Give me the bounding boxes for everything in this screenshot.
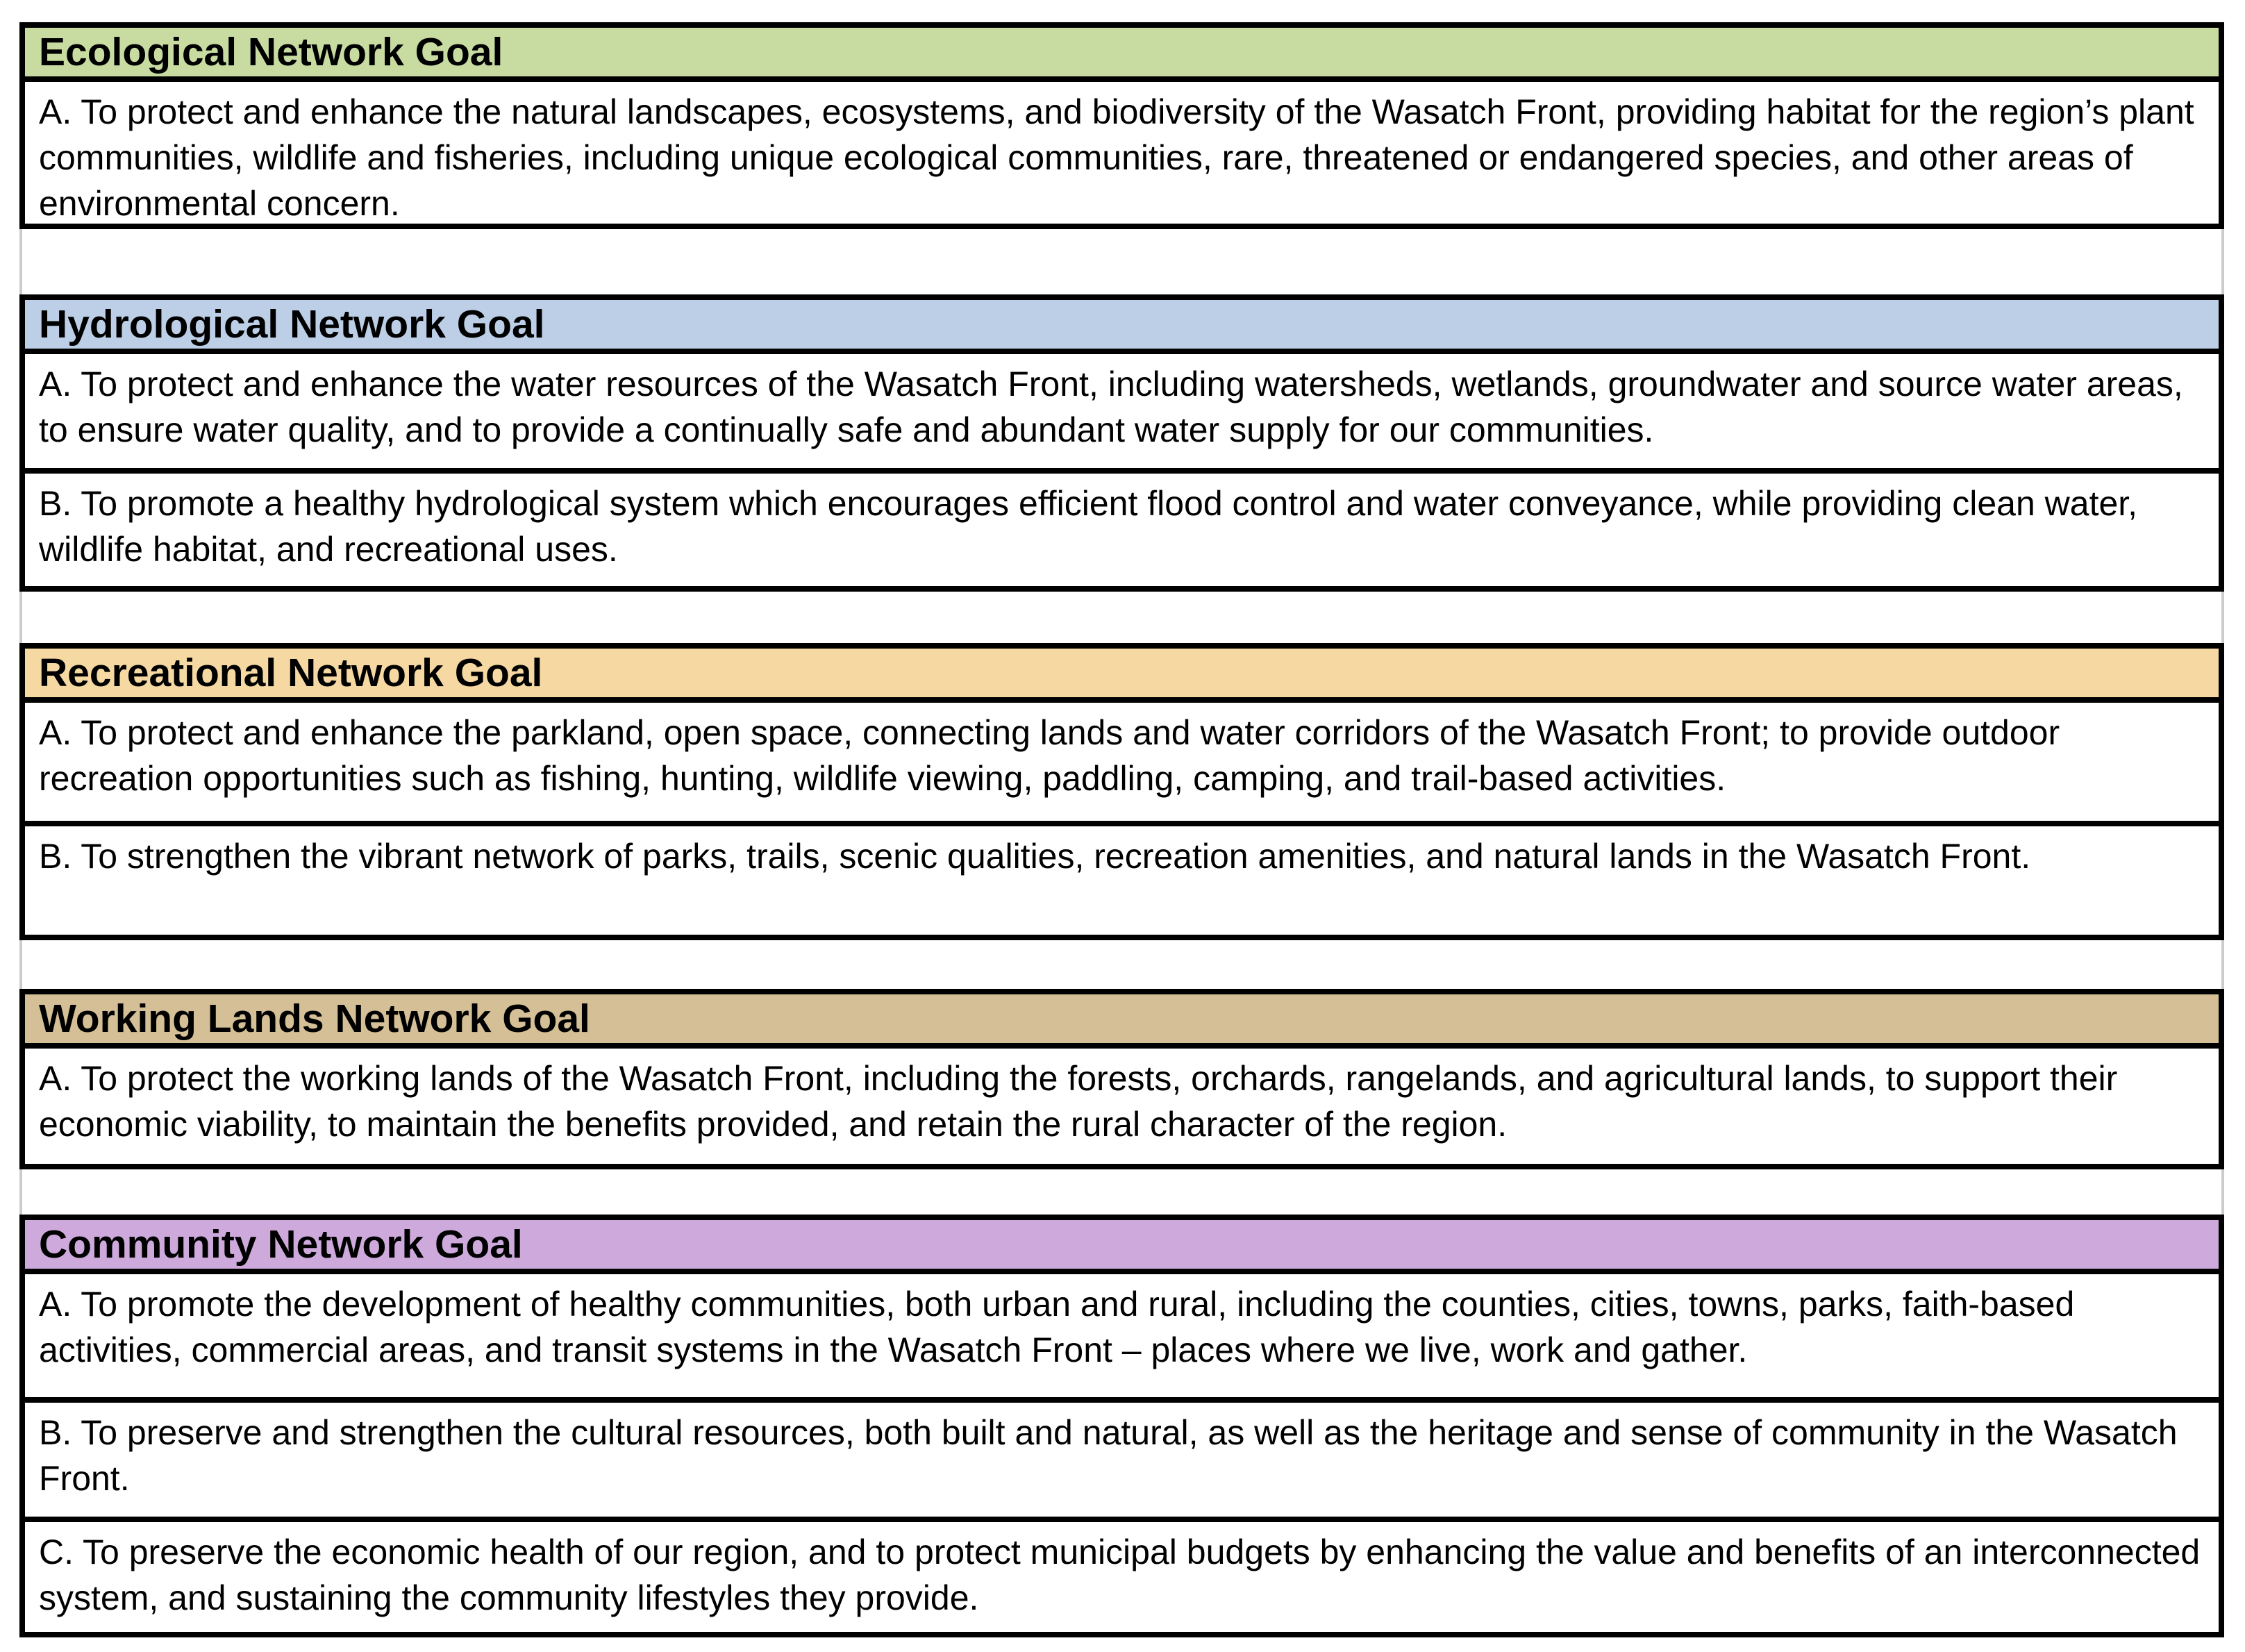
community-goal-item-a: A. To promote the development of healthy communities, both urban and rural, including the counties, cities, towns, parks, faith-based activities, commercial areas, and transit systems in the Wasatch Front – places where we live, work and gather. (39, 1285, 2075, 1369)
working-lands-goal-title: Working Lands Network Goal (25, 994, 2219, 1049)
hydrological-goal-item-b: B. To promote a healthy hydrological system which encourages efficient flood control and water conveyance, while providing clean water, wildlife habitat, and recreational uses. (25, 468, 2219, 586)
ecological-goal-box (19, 22, 2224, 229)
recreational-goal-title: Recreational Network Goal (25, 649, 2219, 703)
working-lands-goal-item-a: A. To protect the working lands of the Wasatch Front, including the forests, orchards, rangelands, and agricultural lands, to support their economic viability, to maintain the benefits provided, and retain the rural character of the region. (39, 1059, 2118, 1144)
recreational-goal-item-a: A. To protect and enhance the parkland, open space, connecting lands and water corridors of the Wasatch Front; to provide outdoor recreation opportunities such as fishing, hunting, wildlife viewing, paddling, camping, and trail-based activities. (39, 713, 2060, 798)
ecological-goal-item-a: A. To protect and enhance the natural landscapes, ecosystems, and biodiversity of the Wasatch Front, providing habitat for the region’s plant communities, wildlife and fisheries, including unique ecological communities, rare, threatened or endangered species, and other areas of environmental concern. (39, 92, 2194, 223)
hydrological-goal-box (19, 294, 2224, 592)
hydrological-goal-item-a: A. To protect and enhance the water resources of the Wasatch Front, including watersheds, wetlands, groundwater and source water areas, to ensure water quality, and to provide a continually safe and abundant water supply for our communities. (39, 365, 2183, 449)
recreational-goal-box (19, 643, 2224, 940)
ecological-goal-title: Ecological Network Goal (25, 28, 2219, 82)
community-goal-item-b: B. To preserve and strengthen the cultural resources, both built and natural, as well as the heritage and sense of community in the Wasatch Front. (25, 1397, 2219, 1517)
hydrological-goal-title: Hydrological Network Goal (25, 300, 2219, 354)
community-goal-title: Community Network Goal (25, 1220, 2219, 1274)
community-goal-item-c: C. To preserve the economic health of our region, and to protect municipal budgets by enhancing the value and benefits of an interconnected system, and sustaining the community lifestyles they provide. (25, 1517, 2219, 1632)
working-lands-goal-box (19, 989, 2224, 1169)
recreational-goal-item-b: B. To strengthen the vibrant network of parks, trails, scenic qualities, recreation amenities, and natural lands in the Wasatch Front. (25, 821, 2219, 935)
community-goal-box (19, 1215, 2224, 1637)
